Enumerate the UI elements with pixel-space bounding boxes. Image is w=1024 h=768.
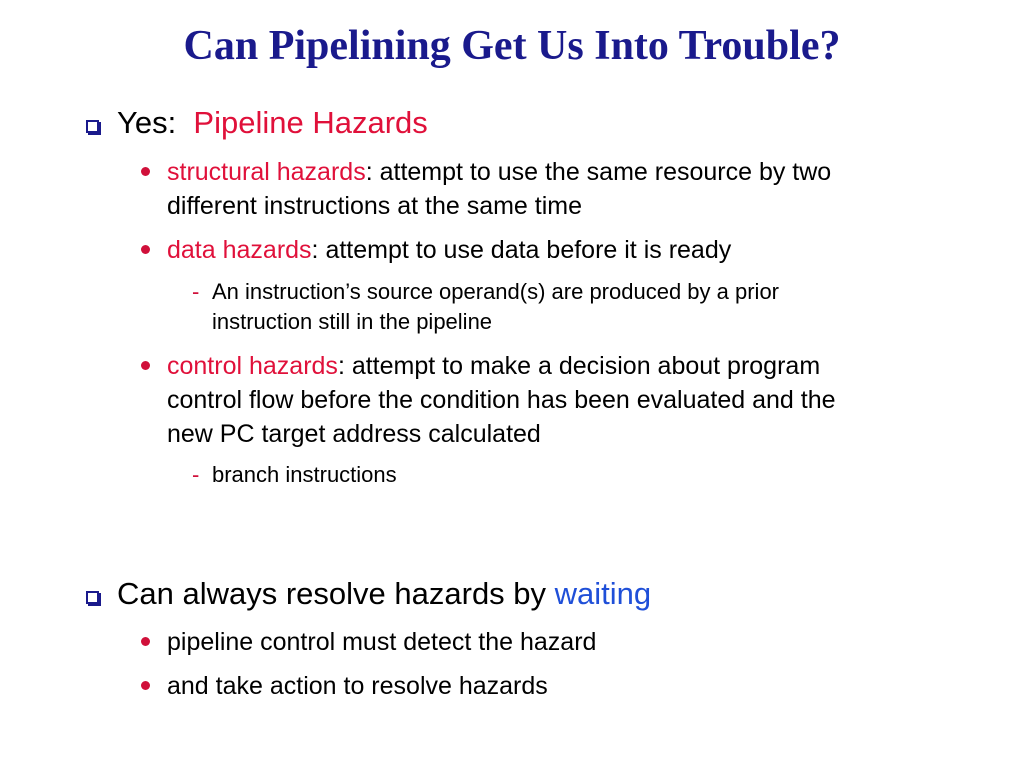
structural-hazards-term: structural hazards	[167, 158, 366, 186]
control-hazards-item	[167, 349, 967, 451]
structural-hazards-text-1: : attempt to use the same resource by two	[365, 158, 832, 186]
data-hazards-text-1: : attempt to use data before it is ready	[311, 236, 732, 264]
red-dot-bullet-icon	[141, 167, 150, 176]
control-hazards-text-3: new PC target address calculated	[167, 420, 541, 448]
control-hazards-text-1: : attempt to make a decision about program	[337, 352, 821, 380]
control-hazards-sub-text-1: branch instructions	[212, 462, 397, 487]
data-hazards-term: data hazards	[167, 236, 312, 264]
slide-title: Can Pipelining Get Us Into Trouble?	[183, 23, 841, 69]
bullet-yes-lead: Yes:	[117, 105, 177, 140]
hollow-square-bullet-icon	[86, 120, 99, 133]
take-action-item: and take action to resolve hazards	[167, 672, 548, 700]
data-hazards-subitem	[212, 277, 912, 337]
data-hazards-sub-text-1: An instruction’s source operand(s) are produced by a prior	[212, 279, 780, 304]
pipeline-hazards-heading: Pipeline Hazards	[193, 105, 428, 140]
data-hazards-item	[167, 233, 967, 267]
waiting-emphasis: waiting	[554, 576, 652, 611]
red-dot-bullet-icon	[141, 361, 150, 370]
data-hazards-sub-text-2: instruction still in the pipeline	[212, 309, 493, 334]
hollow-square-bullet-icon	[86, 591, 99, 604]
control-hazards-subitem	[212, 460, 912, 490]
control-hazards-term: control hazards	[167, 352, 338, 380]
structural-hazards-item	[167, 155, 967, 223]
detect-hazard-item: pipeline control must detect the hazard	[167, 628, 597, 656]
red-dot-bullet-icon	[141, 681, 150, 690]
structural-hazards-text-2: different instructions at the same time	[167, 192, 583, 220]
bullet-yes	[117, 104, 428, 142]
dash-bullet-icon: -	[192, 462, 200, 487]
red-dot-bullet-icon	[141, 637, 150, 646]
resolve-hazards-lead: Can always resolve hazards by	[117, 576, 547, 611]
control-hazards-text-2: control flow before the condition has been evaluated and the	[167, 386, 836, 414]
bullet-resolve-hazards	[117, 575, 651, 613]
red-dot-bullet-icon	[141, 245, 150, 254]
dash-bullet-icon: -	[192, 279, 200, 304]
